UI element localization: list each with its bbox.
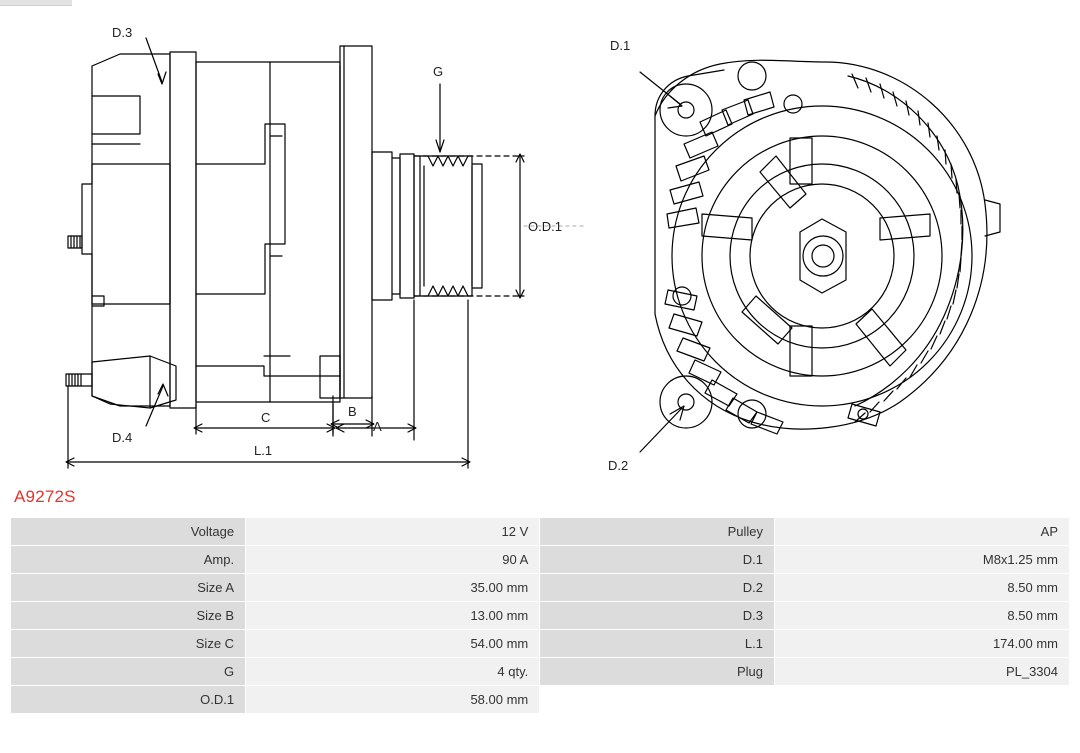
- technical-drawing: [0, 4, 1080, 484]
- spec-value: M8x1.25 mm: [775, 546, 1070, 574]
- spec-label: Voltage: [11, 518, 246, 546]
- spec-value: 58.00 mm: [246, 686, 540, 714]
- spec-value: 174.00 mm: [775, 630, 1070, 658]
- label-d2: D.2: [608, 458, 629, 473]
- label-d4: D.4: [112, 430, 133, 445]
- label-d1: D.1: [610, 38, 631, 53]
- label-g: G: [433, 64, 444, 79]
- label-a: A: [373, 419, 382, 434]
- spec-value: 54.00 mm: [246, 630, 540, 658]
- spec-label: Size C: [11, 630, 246, 658]
- table-row: [11, 630, 1070, 658]
- label-c: C: [261, 410, 271, 425]
- specifications-table: [10, 517, 1070, 714]
- part-code: A9272S: [14, 487, 76, 506]
- table-row: [11, 546, 1070, 574]
- spec-value: 8.50 mm: [775, 574, 1070, 602]
- spec-value: AP: [775, 518, 1070, 546]
- spec-label: Amp.: [11, 546, 246, 574]
- spec-label: Size B: [11, 602, 246, 630]
- spec-label: D.2: [540, 574, 775, 602]
- table-row: [11, 658, 1070, 686]
- spec-value: 13.00 mm: [246, 602, 540, 630]
- spec-value: PL_3304: [775, 658, 1070, 686]
- spec-value: 90 A: [246, 546, 540, 574]
- spec-label: G: [11, 658, 246, 686]
- spec-label: D.3: [540, 602, 775, 630]
- spec-label: Size A: [11, 574, 246, 602]
- spec-label: Plug: [540, 658, 775, 686]
- spec-label: L.1: [540, 630, 775, 658]
- table-row: [11, 602, 1070, 630]
- spec-empty-cell: [775, 686, 1070, 714]
- spec-label: O.D.1: [11, 686, 246, 714]
- spec-label: D.1: [540, 546, 775, 574]
- table-row: [11, 574, 1070, 602]
- spec-label: Pulley: [540, 518, 775, 546]
- label-d3: D.3: [112, 25, 133, 40]
- table-row: [11, 518, 1070, 546]
- label-l1: L.1: [254, 443, 273, 458]
- label-b: B: [348, 404, 357, 419]
- spec-empty-cell: [540, 686, 775, 714]
- label-od1: O.D.1: [528, 219, 562, 234]
- spec-value: 35.00 mm: [246, 574, 540, 602]
- table-row: [11, 686, 1070, 714]
- spec-value: 12 V: [246, 518, 540, 546]
- spec-value: 4 qty.: [246, 658, 540, 686]
- spec-value: 8.50 mm: [775, 602, 1070, 630]
